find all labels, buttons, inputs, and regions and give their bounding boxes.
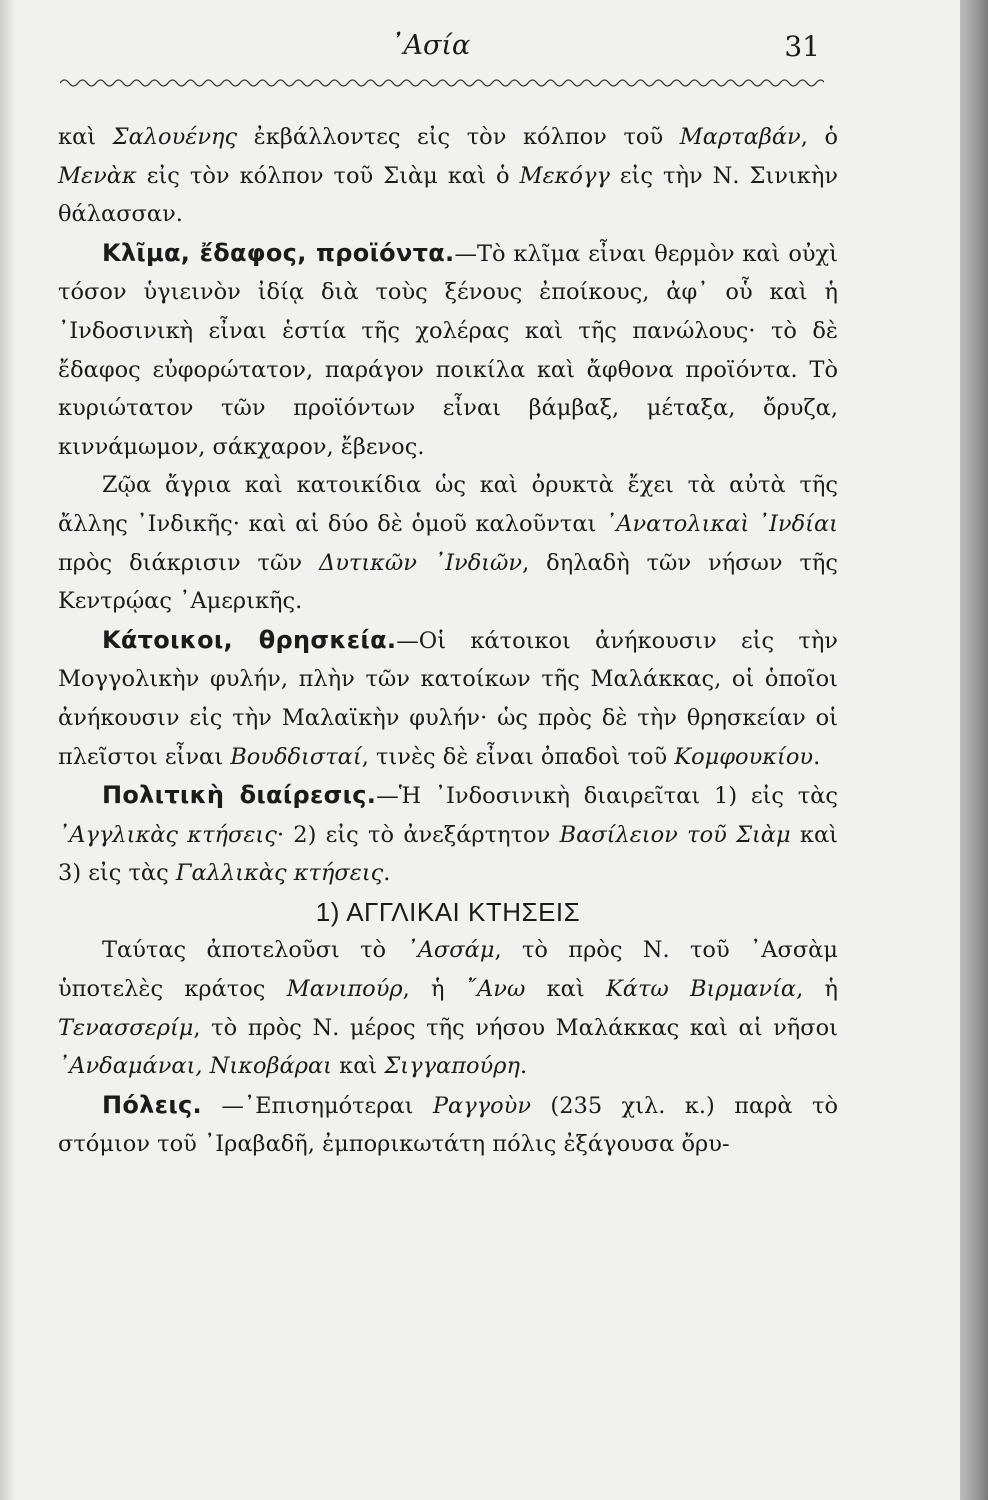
paragraph-fauna: Ζῷα ἄγρια καὶ κατοικίδια ὡς καὶ ὀρυκτὰ ἔχει τὰ αὐτὰ τῆς ἄλλης ᾿Ινδικῆς· καὶ αἱ δύο δὲ ὁμοῦ καλοῦνται ᾿Ανατολικαὶ ᾿Ινδίαι πρὸς διάκρισιν τῶν Δυτικῶν ᾿Ινδιῶν, δηλαδὴ τῶν νήσων τῆς Κεντρῴας ᾿Αμερικῆς.: [58, 472, 839, 615]
heading-climate: Κλῖμα, ἔδαφος, προϊόντα.: [102, 238, 455, 267]
paragraph-rivers: καὶ Σαλουένης ἐκβάλλοντες εἰς τὸν κόλπον τοῦ Μαρταβάν, ὁ Μενὰκ εἰς τὸν κόλπον τοῦ Σιὰμ καὶ ὁ Μεκόγγ εἰς τὴν Ν. Σινικὴν θάλασσαν.: [58, 124, 838, 228]
heading-political: Πολιτικὴ διαίρεσις.: [102, 781, 377, 810]
paragraph-cities: Πόλεις. —᾿Επισημότεραι Ραγγοὺν (235 χιλ. κ.) παρὰ τὸ στόμιον τοῦ ᾿Ιραβαδῆ, ἐμπορικωτάτη πόλις ἐξάγουσα ὄρυ-: [58, 1090, 838, 1158]
running-head: [60, 30, 820, 70]
heading-cities: Πόλεις.: [102, 1090, 202, 1119]
page-number: 31: [784, 30, 820, 63]
page-gutter: [0, 0, 16, 1500]
body-text: [58, 118, 838, 1164]
paragraph-possessions: Ταύτας ἀποτελοῦσι τὸ ᾿Ασσάμ, τὸ πρὸς Ν. τοῦ ᾿Ασσὰμ ὑποτελὲς κράτος Μανιπούρ, ἡ ῎Ανω καὶ Κάτω Βιρμανία, ἡ Τενασσερίμ, τὸ πρὸς Ν. μέρος τῆς νήσου Μαλάκκας καὶ αἱ νῆσοι ᾿Ανδαμάναι, Νικοβάραι καὶ Σιγγαπούρη.: [58, 937, 838, 1080]
paragraph-inhabitants: Κάτοικοι, θρησκεία.—Οἱ κάτοικοι ἀνήκουσιν εἰς τὴν Μογγολικὴν φυλήν, πλὴν τῶν κατοίκων τῆς Μαλάκκας, οἱ ὁποῖοι ἀνήκουσιν εἰς τὴν Μαλαϊκὴν φυλήν· ὡς πρὸς δὲ τὴν θρησκείαν οἱ πλεῖστοι εἶναι Βουδδισταί, τινὲς δὲ εἶναι ὀπαδοὶ τοῦ Κομφουκίου.: [58, 625, 838, 770]
paragraph-political: Πολιτικὴ διαίρεσις.—Ἡ ᾿Ινδοσινικὴ διαιρεῖται 1) εἰς τὰς ᾿Αγγλικὰς κτήσεις· 2) εἰς τὸ ἀνεξάρτητον Βασίλειον τοῦ Σιὰμ καὶ 3) εἰς τὰς Γαλλικὰς κτήσεις.: [58, 781, 838, 887]
paragraph-climate: Κλῖμα, ἔδαφος, προϊόντα.—Τὸ κλῖμα εἶναι θερμὸν καὶ οὐχὶ τόσον ὑγιεινὸν ἰδίᾳ διὰ τοὺς ξένους ἐποίκους, ἀφ᾿ οὗ καὶ ἡ ᾿Ινδοσινικὴ εἶναι ἑστία τῆς χολέρας καὶ τῆς πανώλους· τὸ δὲ ἔδαφος εὐφορώτατον, παράγον ποικίλα καὶ ἄφθονα προϊόντα. Τὸ κυριώτατον τῶν προϊόντων εἶναι βάμβαξ, μέταξα, ὄρυζα, κιννάμωμον, σάκχαρον, ἔβενος.: [58, 238, 838, 460]
page-edge: [960, 0, 988, 1500]
heading-inhabitants: Κάτοικοι, θρησκεία.: [102, 625, 397, 654]
wavy-rule: [60, 76, 824, 90]
running-title: ᾿Ασία: [390, 30, 471, 61]
section-title: 1) ΑΓΓΛΙΚΑΙ ΚΤΗΣΕΙΣ: [315, 896, 581, 927]
